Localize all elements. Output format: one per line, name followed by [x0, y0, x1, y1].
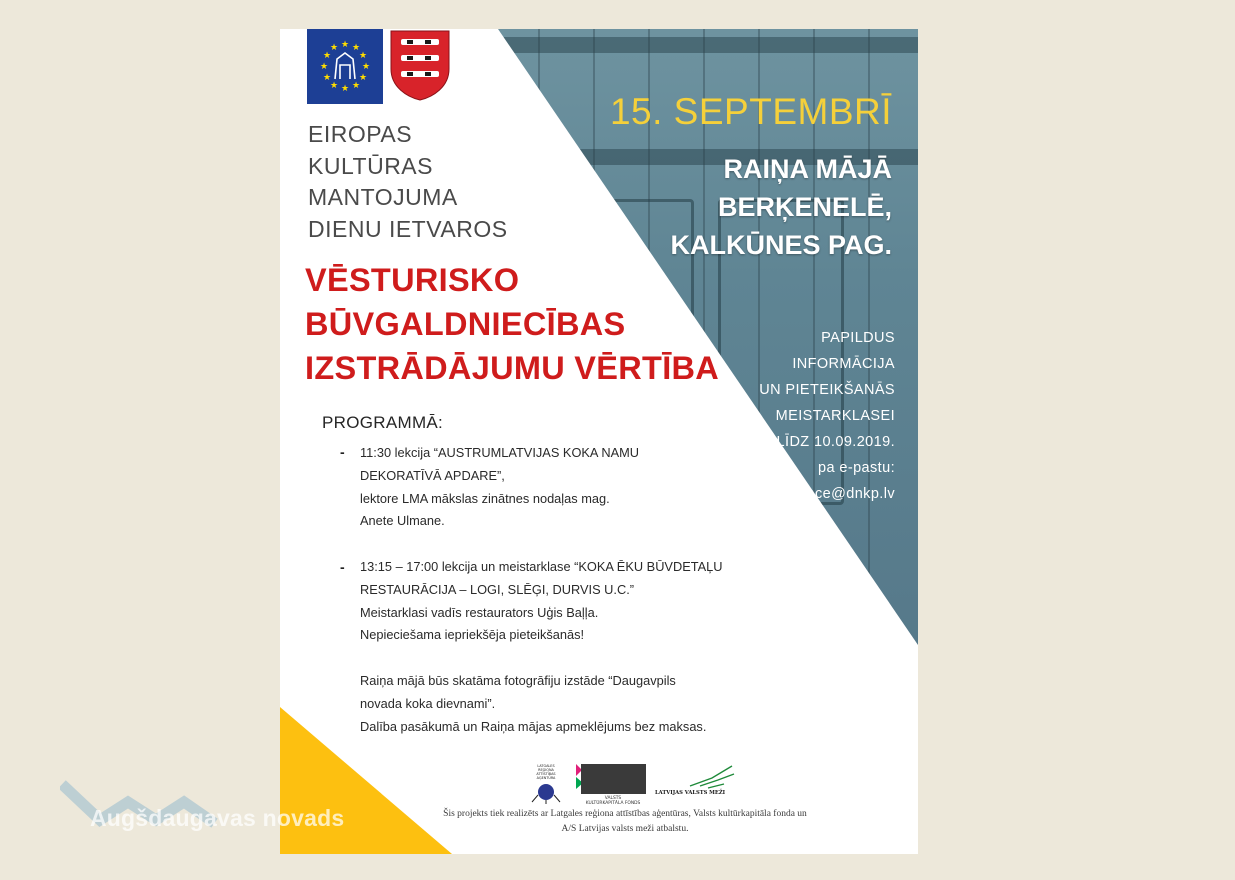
event-date: 15. SEPTEMBRĪ — [609, 91, 892, 132]
sponsor-footer: Šis projekts tiek realizēts ar Latgales reģiona attīstības aģentūras, Valsts kultūrkapitāla fonda un A/S Latvijas valsts meži atbalstu. — [443, 809, 807, 834]
svg-text:★: ★ — [361, 62, 371, 72]
list-bullet: - — [340, 444, 345, 460]
vkkf-logo — [576, 764, 646, 806]
registration-info: PAPILDUS INFORMĀCIJA UN PIETEIKŠANĀS MEISTARKLASEI LĪDZ 10.09.2019. pa e-pastu: aiva.lace@dnkp.lv — [759, 325, 895, 507]
list-bullet: - — [340, 559, 345, 575]
svg-text:★: ★ — [340, 40, 350, 50]
svg-text:VALSTS: VALSTS — [604, 796, 622, 801]
program-item-masterclass: 13:15 – 17:00 lekcija un meistarklase “KOKA ĒKU BŪVDETAĻU RESTAURĀCIJA – LOGI, SLĒĢI, DURVIS U.C.” Meistarklasi vadīs restaurators Uģis Baļļa. Nepieciešama iepriekšēja pieteikšanās! — [360, 558, 723, 643]
watermark-logo-text: Augšdaugavas novads — [90, 805, 345, 831]
svg-text:LATVIJAS VALSTS MEŽI: LATVIJAS VALSTS MEŽI — [655, 790, 726, 796]
coat-of-arms-logo — [389, 29, 451, 101]
eu-flag-logo — [307, 29, 383, 104]
program-note: Raiņa mājā būs skatāma fotogrāfiju izstāde “Daugavpils novada koka dievnami”. Dalība pasākumā un Raiņa mājas apmeklējums bez maksas. — [360, 672, 707, 734]
svg-text:★: ★ — [340, 84, 350, 94]
event-poster — [280, 29, 918, 854]
program-item-lecture: 11:30 lekcija “AUSTRUMLATVIJAS KOKA NAMU DEKORATĪVĀ APDARE”, lektore LMA mākslas zinātnes nodaļas mag. Anete Ulmane. — [360, 445, 640, 529]
svg-text:REĢIONA: REĢIONA — [538, 768, 554, 772]
svg-text:★: ★ — [322, 73, 332, 83]
svg-text:★: ★ — [319, 62, 329, 72]
svg-text:★: ★ — [329, 81, 339, 91]
svg-text:★: ★ — [351, 43, 361, 53]
svg-text:AĢENTŪRA: AĢENTŪRA — [536, 776, 556, 780]
program-list — [360, 442, 723, 738]
program-heading: PROGRAMMĀ: — [322, 413, 444, 432]
event-location: RAIŅA MĀJĀ BERĶENELĒ, KALKŪNES PAG. — [670, 154, 892, 260]
event-series-heading: EIROPAS KULTŪRAS MANTOJUMA DIENU IETVAROS — [308, 121, 508, 242]
svg-text:★: ★ — [322, 51, 332, 61]
svg-text:ATTĪSTĪBAS: ATTĪSTĪBAS — [536, 772, 556, 776]
svg-text:★: ★ — [358, 51, 368, 61]
svg-text:★: ★ — [329, 43, 339, 53]
svg-text:KULTŪRKAPITĀLA FONDS: KULTŪRKAPITĀLA FONDS — [585, 801, 641, 806]
svg-text:★: ★ — [358, 73, 368, 83]
contact-email[interactable]: aiva.lace@dnkp.lv — [770, 486, 895, 502]
svg-text:★: ★ — [351, 81, 361, 91]
svg-text:LATGALES: LATGALES — [537, 764, 555, 768]
latvijas-valsts-mezi-logo — [654, 764, 736, 802]
latgale-agency-logo — [528, 762, 564, 806]
event-title: VĒSTURISKO BŪVGALDNIECĪBAS IZSTRĀDĀJUMU VĒRTĪBA — [305, 262, 720, 386]
